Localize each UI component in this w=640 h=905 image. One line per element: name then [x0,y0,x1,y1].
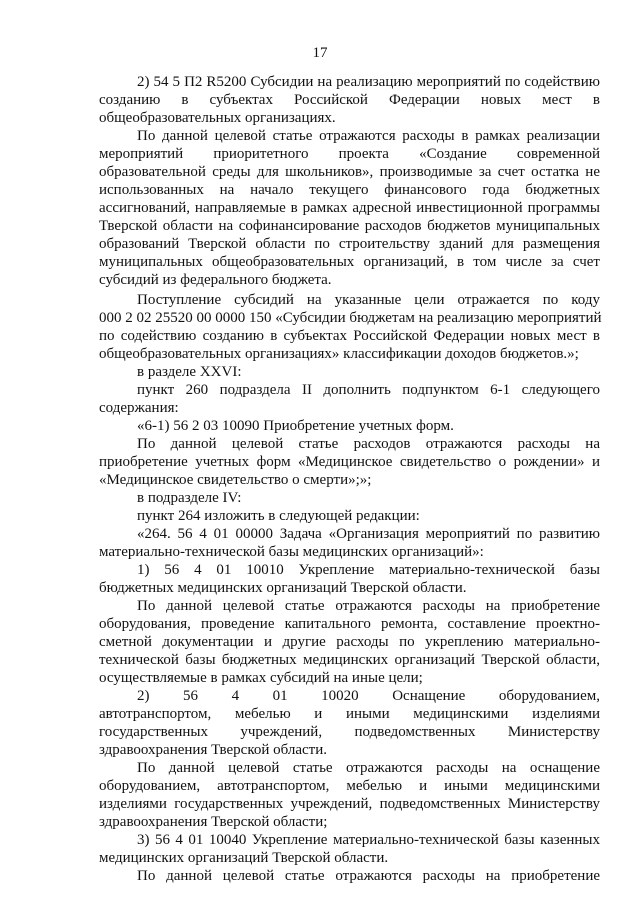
text-line: использованных на начало текущего финансового года бюджетных [99,182,600,198]
text-line: ассигнований, направляемые в рамках адресной инвестиционной программы [99,200,600,216]
text-line: По данной целевой статье расходов отражаются расходы на [137,436,600,452]
text-line: бюджетных медицинских организаций Тверской области. [99,580,467,596]
text-line: пункт 260 подраздела II дополнить подпунктом 6-1 следующего [137,382,600,398]
text-line: 1) 56 4 01 10010 Укрепление материально-технической базы [137,562,600,578]
text-line: технической базы бюджетных медицинских организаций Тверской области, [99,652,600,668]
text-line: образований Тверской области по строительству зданий для размещения [99,236,600,252]
page-number: 17 [312,45,328,61]
text-line: по содействию созданию в субъектах Российской Федерации новых мест в [99,328,600,344]
text-line: По данной целевой статье отражаются расходы на приобретение [137,868,600,884]
text-line: приобретение учетных форм «Медицинское свидетельство о рождении» и [99,454,600,470]
text-line: муниципальных общеобразовательных организаций, в том числе за счет [99,254,600,270]
text-line: 000 2 02 25520 00 0000 150 «Субсидии бюджетам на реализацию мероприятий [99,310,602,326]
text-line: созданию в субъектах Российской Федерации новых мест в [99,92,600,108]
text-line: Поступление субсидий на указанные цели отражается по коду [137,292,600,308]
text-line: общеобразовательных организациях. [99,110,336,126]
text-line: в подразделе IV: [137,490,242,506]
text-line: изделиями государственных учреждений, подведомственных Министерству [99,796,600,812]
body-text [99,73,600,885]
text-line: оборудованием, автотранспортом, мебелью и иными медицинскими [99,778,600,794]
text-line: здравоохранения Тверской области. [99,742,328,758]
text-line: «Медицинское свидетельство о смерти»;»; [99,472,372,488]
text-line: осуществляемые в рамках субсидий на иные цели; [99,670,423,686]
text-line: субсидий из федерального бюджета. [99,272,332,288]
text-line: мероприятий приоритетного проекта «Создание современной [99,146,600,162]
text-line: материально-технической базы медицинских организаций»: [99,544,484,560]
text-line: сметной документации и другие расходы по укреплению материально- [99,634,600,650]
text-line: государственных учреждений, подведомственных Министерству [99,724,600,740]
text-line: автотранспортом, мебелью и иными медицинскими изделиями [99,706,600,722]
text-line: оборудования, проведение капитального ремонта, составление проектно- [99,616,600,632]
text-line: пункт 264 изложить в следующей редакции: [137,508,420,524]
text-line: медицинских организаций Тверской области. [99,850,389,866]
text-line: содержания: [99,400,179,416]
text-line: здравоохранения Тверской области; [99,814,328,830]
text-line: в разделе XXVI: [137,364,242,380]
text-line: 3) 56 4 01 10040 Укрепление материально-технической базы казенных [137,832,600,848]
text-line: «264. 56 4 01 00000 Задача «Организация мероприятий по развитию [137,526,600,542]
text-line: По данной целевой статье отражаются расходы на оснащение [137,760,600,776]
text-line: образовательной среды для школьников», производимые за счет остатка не [99,164,600,180]
text-line: общеобразовательных организациях» классификации доходов бюджетов.»; [99,346,579,362]
text-line: 2) 54 5 П2 R5200 Субсидии на реализацию мероприятий по содействию [137,74,600,90]
text-line: По данной целевой статье отражаются расходы на приобретение [137,598,600,614]
text-line: «6-1) 56 2 03 10090 Приобретение учетных форм. [137,418,454,434]
text-line: Тверской области на софинансирование расходов бюджетов муниципальных [99,218,600,234]
text-line: 2) 56 4 01 10020 Оснащение оборудованием, [137,688,600,704]
text-line: По данной целевой статье отражаются расходы в рамках реализации [137,128,600,144]
